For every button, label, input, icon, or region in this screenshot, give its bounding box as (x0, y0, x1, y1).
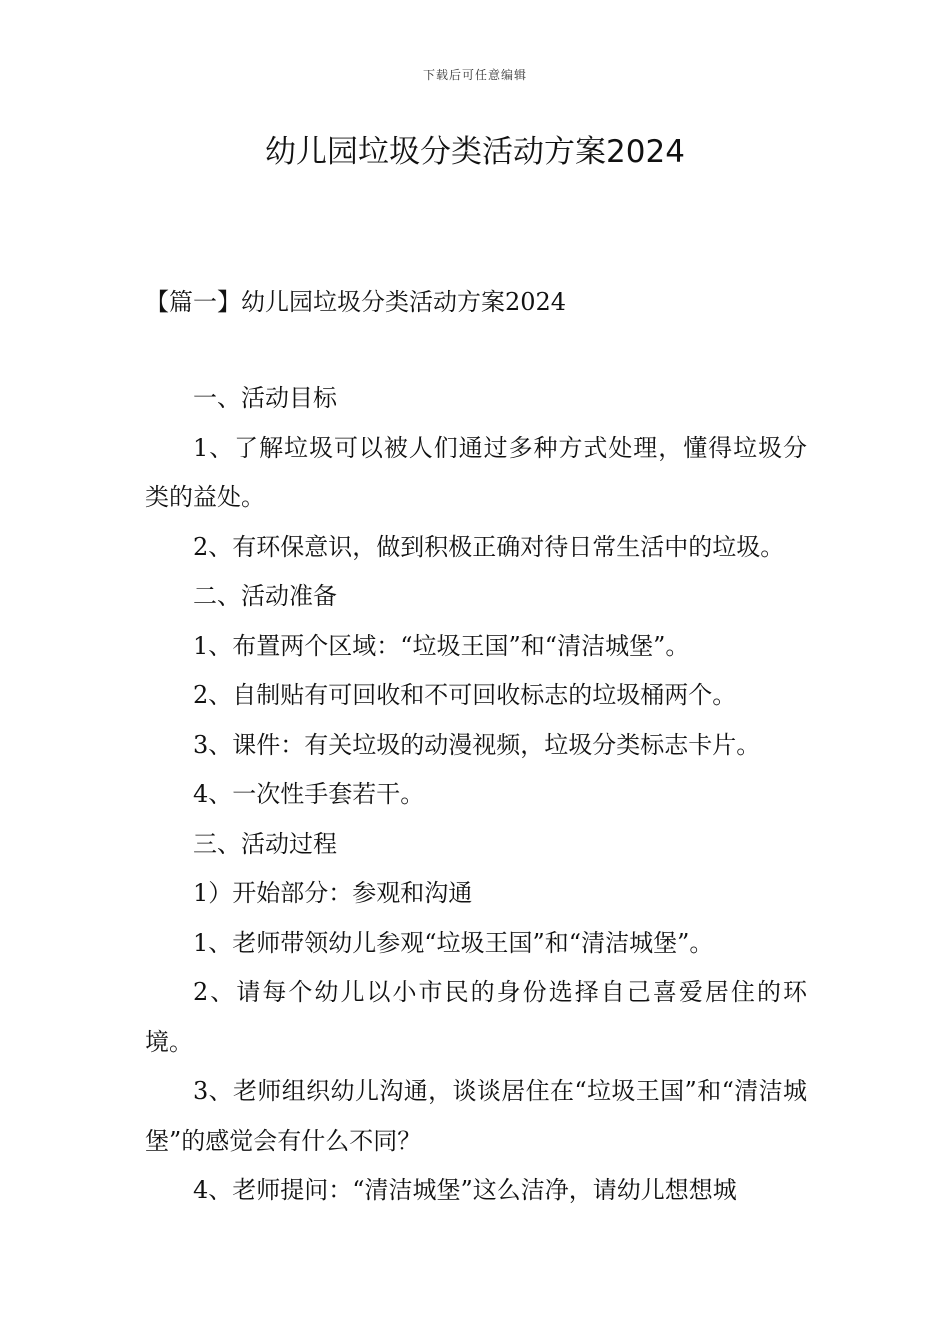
paragraph-process-4: 4、老师提问：“清洁城堡”这么洁净，请幼儿想想城 (193, 1176, 737, 1204)
heading-activity-goals: 一、活动目标 (193, 384, 337, 412)
header-note: 下载后可任意编辑 (422, 68, 527, 82)
document-body (145, 374, 807, 1216)
document-title: 幼儿园垃圾分类活动方案2024 (265, 134, 685, 170)
paragraph-process-start: 1）开始部分：参观和沟通 (193, 879, 473, 907)
paragraph-prep-3: 3、课件：有关垃圾的动漫视频，垃圾分类标志卡片。 (193, 730, 761, 759)
paragraph-goal-1: 1、了解垃圾可以被人们通过多种方式处理，懂得垃圾分类的益处。 (145, 433, 807, 511)
paragraph-prep-1: 1、布置两个区域：“垃圾王国”和“清洁城堡”。 (193, 631, 690, 660)
paragraph-prep-4: 4、一次性手套若干。 (193, 780, 425, 808)
heading-activity-process: 三、活动过程 (193, 829, 337, 858)
paragraph-process-2: 2、请每个幼儿以小市民的身份选择自己喜爱居住的环境。 (145, 978, 807, 1056)
paragraph-process-3: 3、老师组织幼儿沟通，谈谈居住在“垃圾王国”和“清洁城堡”的感觉会有什么不同？ (145, 1077, 807, 1155)
section-heading: 【篇一】幼儿园垃圾分类活动方案2024 (145, 288, 567, 316)
paragraph-goal-2: 2、有环保意识，做到积极正确对待日常生活中的垃圾。 (193, 532, 785, 561)
paragraph-prep-2: 2、自制贴有可回收和不可回收标志的垃圾桶两个。 (193, 681, 737, 709)
heading-activity-preparation: 二、活动准备 (193, 582, 337, 610)
paragraph-process-1: 1、老师带领幼儿参观“垃圾王国”和“清洁城堡”。 (193, 928, 714, 957)
